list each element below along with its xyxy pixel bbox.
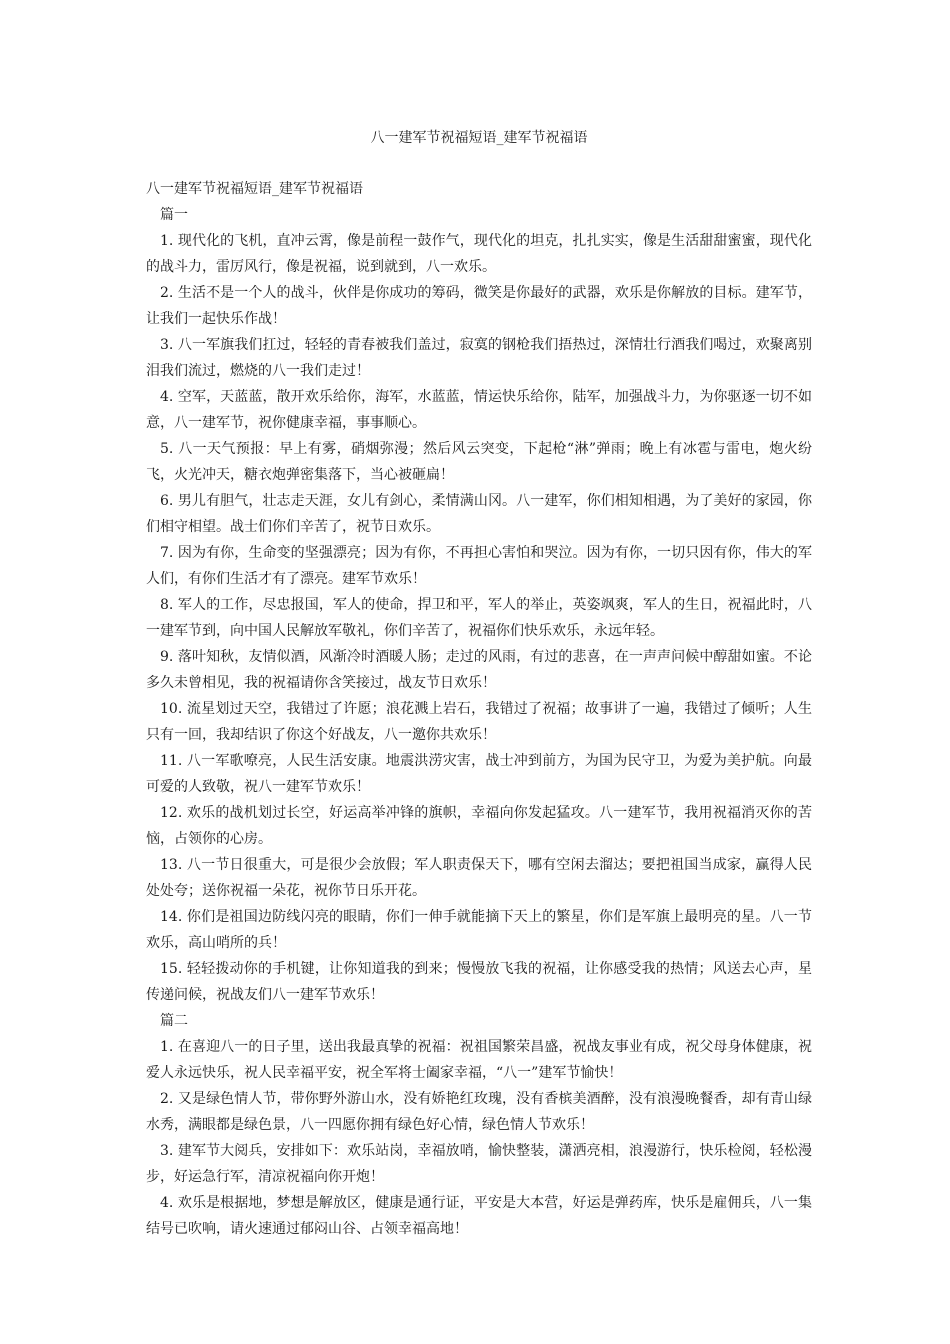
paragraph: 10. 流星划过天空，我错过了许愿；浪花溅上岩石，我错过了祝福；故事讲了一遍，我错过了倾听；人生只有一回，我却结识了你这个好战友，八一邀你共欢乐！	[146, 701, 812, 743]
paragraph: 12. 欢乐的战机划过长空，好运高举冲锋的旗帜，幸福向你发起猛攻。八一建军节，我用祝福消灭你的苦恼，占领你的心房。	[146, 805, 812, 847]
paragraph: 2. 生活不是一个人的战斗，伙伴是你成功的筹码，微笑是你最好的武器，欢乐是你解放的目标。建军节，让我们一起快乐作战！	[146, 285, 812, 327]
paragraph: 14. 你们是祖国边防线闪亮的眼睛，你们一伸手就能摘下天上的繁星，你们是军旗上最明亮的星。八一节欢乐，高山哨所的兵！	[146, 909, 812, 951]
section-heading: 篇一	[160, 207, 188, 223]
paragraph: 8. 军人的工作，尽忠报国，军人的使命，捍卫和平，军人的举止，英姿飒爽，军人的生日，祝福此时，八一建军节到，向中国人民解放军敬礼，你们辛苦了，祝福你们快乐欢乐，永远年轻。	[146, 597, 812, 639]
paragraph: 4. 空军，天蓝蓝，散开欢乐给你，海军，水蓝蓝，情运快乐给你，陆军，加强战斗力，为你驱逐一切不如意，八一建军节，祝你健康幸福，事事顺心。	[146, 389, 812, 431]
paragraph: 3. 建军节大阅兵，安排如下：欢乐站岗，幸福放哨，愉快整装，潇洒亮相，浪漫游行，快乐检阅，轻松漫步，好运急行军，清凉祝福向你开炮！	[146, 1143, 812, 1185]
document-title: 八一建军节祝福短语_建军节祝福语	[370, 130, 588, 146]
document-subtitle: 八一建军节祝福短语_建军节祝福语	[146, 181, 363, 197]
paragraph: 1. 现代化的飞机，直冲云霄，像是前程一鼓作气，现代化的坦克，扎扎实实，像是生活甜甜蜜蜜，现代化的战斗力，雷厉风行，像是祝福，说到就到，八一欢乐。	[146, 233, 812, 275]
paragraph: 15. 轻轻拨动你的手机键，让你知道我的到来；慢慢放飞我的祝福，让你感受我的热情；风送去心声，星传递问候，祝战友们八一建军节欢乐！	[146, 961, 812, 1003]
paragraph: 3. 八一军旗我们扛过，轻轻的青春被我们盖过，寂寞的钢枪我们捂热过，深情壮行酒我们喝过，欢聚离别泪我们流过，燃烧的八一我们走过！	[146, 337, 812, 379]
paragraph: 9. 落叶知秋，友情似酒，风渐冷时酒暖人肠；走过的风雨，有过的悲喜，在一声声问候中醇甜如蜜。不论多久未曾相见，我的祝福请你含笑接过，战友节日欢乐！	[146, 649, 812, 691]
paragraph: 5. 八一天气预报：早上有雾，硝烟弥漫；然后风云突变，下起枪“淋”弹雨；晚上有冰雹与雷电，炮火纷飞，火光冲天，糖衣炮弹密集落下，当心被砸扁！	[146, 441, 812, 483]
paragraph: 2. 又是绿色情人节，带你野外游山水，没有娇艳红玫瑰，没有香槟美酒醉，没有浪漫晚餐香，却有青山绿水秀，满眼都是绿色景，八一四愿你拥有绿色好心情，绿色情人节欢乐！	[146, 1091, 812, 1133]
paragraph: 11. 八一军歌嘹亮，人民生活安康。地震洪涝灾害，战士冲到前方，为国为民守卫，为爱为美护航。向最可爱的人致敬，祝八一建军节欢乐！	[146, 753, 812, 795]
paragraph: 13. 八一节日很重大，可是很少会放假；军人职责保天下，哪有空闲去溜达；要把祖国当成家，赢得人民处处夸；送你祝福一朵花，祝你节日乐开花。	[146, 857, 812, 899]
paragraph: 1. 在喜迎八一的日子里，送出我最真挚的祝福：祝祖国繁荣昌盛，祝战友事业有成，祝父母身体健康，祝爱人永远快乐，祝人民幸福平安，祝全军将士阖家幸福，“八一”建军节愉快！	[146, 1039, 812, 1081]
section-heading: 篇二	[160, 1013, 188, 1029]
document-body	[146, 176, 812, 1242]
paragraph: 6. 男儿有胆气，壮志走天涯，女儿有剑心，柔情满山冈。八一建军，你们相知相遇，为了美好的家园，你们相守相望。战士们你们辛苦了，祝节日欢乐。	[146, 493, 812, 535]
paragraph: 7. 因为有你，生命变的坚强漂亮；因为有你，不再担心害怕和哭泣。因为有你，一切只因有你，伟大的军人们，有你们生活才有了漂亮。建军节欢乐！	[146, 545, 812, 587]
paragraph: 4. 欢乐是根据地，梦想是解放区，健康是通行证，平安是大本营，好运是弹药库，快乐是雇佣兵，八一集结号已吹响，请火速通过郁闷山谷、占领幸福高地！	[146, 1195, 812, 1237]
